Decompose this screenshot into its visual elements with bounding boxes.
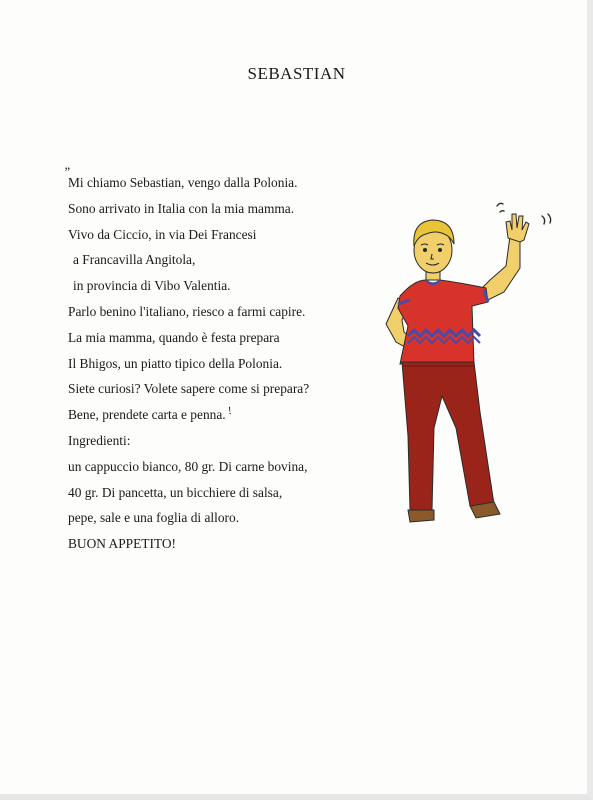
poem-line: BUON APPETITO! — [68, 536, 177, 552]
wave-motion-marks — [497, 203, 551, 224]
poem-line: Il Bhigos, un piatto tipico della Polonia. — [68, 355, 283, 371]
poem-line: La mia mamma, quando è festa prepara — [68, 329, 280, 345]
poem-text — [68, 174, 309, 561]
poem-line: Mi chiamo Sebastian, vengo dalla Polonia. — [68, 175, 298, 190]
raised-arm — [482, 236, 520, 300]
poem-line: pepe, sale e una foglia di alloro. — [68, 510, 240, 526]
poem-line: a Francavilla Angitola, — [73, 252, 196, 268]
page-title: SEBASTIAN — [247, 64, 346, 83]
waving-boy-drawing-icon — [370, 196, 570, 536]
poem-line: Bene, prendete carta e penna. ! — [68, 406, 309, 432]
poem-line: 40 gr. Di pancetta, un bicchiere di salsa, — [68, 484, 283, 500]
poem-line: Sono arrivato in Italia con la mia mamma. — [68, 200, 295, 216]
poem-line: Ingredienti: — [68, 432, 131, 448]
shirt — [398, 280, 488, 364]
waving-hand — [506, 214, 529, 242]
poem-line: Parlo benino l'italiano, riesco a farmi capire. — [68, 303, 306, 319]
opening-quote-mark: ” — [63, 164, 71, 179]
poem-line: un cappuccio bianco, 80 gr. Di carne bovina, — [68, 458, 308, 474]
poem-line: Siete curiosi? Volete sapere come si prepara? — [68, 381, 310, 397]
left-shoe — [408, 510, 434, 522]
poem-line: in provincia di Vibo Valentia. — [73, 278, 231, 294]
poem-line: Vivo da Ciccio, in via Dei Francesi — [68, 226, 257, 242]
trousers — [402, 362, 494, 510]
